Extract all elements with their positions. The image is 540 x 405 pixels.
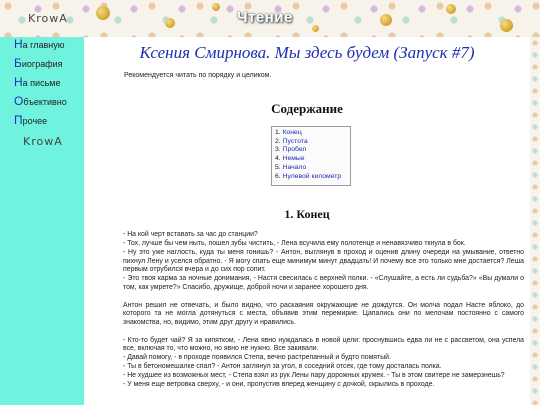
gold-dot-decoration — [380, 14, 392, 26]
toc-item-mute[interactable]: 4. Немые — [275, 155, 305, 163]
story-text — [123, 231, 524, 390]
main-content — [84, 37, 530, 405]
sidebar-item-other[interactable]: Прочее — [14, 113, 48, 127]
toc-heading: Содержание — [271, 101, 343, 116]
reading-recommendation: Рекомендуется читать по порядку и целиком. — [124, 72, 272, 79]
story-paragraph: - Кто-то будет чай? Я за кипятком, - Лена явно нуждалась в новой цели: проснувшись едва ли не с рассветом, она успела все, включая то, что можно, но явно не нужно. Все закивали. — [123, 336, 524, 353]
story-paragraph: - Давай помогу, - в проходе появился Степа, вечно растрепанный и будто помятый. — [123, 354, 391, 362]
sidebar-item-home[interactable]: На главную — [14, 37, 65, 51]
toc-item-emptiness[interactable]: 2. Пустота — [275, 137, 308, 145]
sidebar-nav — [0, 37, 84, 405]
table-of-contents — [271, 126, 351, 186]
right-decorative-strip — [530, 37, 540, 405]
story-paragraph: - У меня еще ветровка сверху, - и они, пропустив вперед женщину с дочкой, скрылись в проходе. — [123, 380, 435, 388]
story-paragraph: - Ты в бетономешалке спал? - Антон заглянул за угол, в соседний отсек, где тому досталась полка. — [123, 363, 442, 371]
gold-dot-decoration — [312, 25, 319, 32]
page-section-heading: Чтение — [237, 9, 293, 26]
gold-dot-decoration — [165, 18, 175, 28]
sidebar-logo-title: KrowA — [23, 135, 63, 148]
paragraph-gap — [123, 328, 524, 337]
sidebar-item-objectively[interactable]: Объективно — [14, 94, 67, 108]
gold-dot-decoration — [96, 6, 110, 20]
toc-item-zero-kilometer[interactable]: 6. Нулевой километр — [275, 172, 342, 180]
site-logo-title[interactable]: KrowA — [28, 12, 68, 25]
gold-dot-decoration — [500, 19, 513, 32]
toc-item-end[interactable]: 1. Конец — [275, 129, 302, 136]
story-paragraph: - Это твоя карма за ночные донимания, - Настя свесилась с верхней полки. - «Слушайте, а есть ли судьба?» «Вы думали о том, как умрете?» Спасибо, дружище, доброй ночи и заранее хорошего дня. — [123, 275, 524, 292]
section-heading: 1. Конец — [284, 207, 330, 221]
story-paragraph: - Тох, лучше бы чем ныть, пошел зубы чистить, - Лена всучила ему полотенце и ненавязчиво ткнула в бок. — [123, 239, 466, 247]
page-title: Ксения Смирнова. Мы здесь будем (Запуск #7) — [139, 43, 475, 62]
sidebar-item-biography[interactable]: Биография — [14, 56, 63, 70]
sidebar-item-writing[interactable]: На письме — [14, 75, 61, 89]
story-paragraph: - Не худшее из возможных мест, - Степа взял из рук Лены пару дорожных кружек. - Ты в этом свитере не замерзнешь? — [123, 372, 505, 379]
toc-item-beginning[interactable]: 5. Начало — [275, 163, 307, 171]
paragraph-gap — [123, 293, 524, 302]
story-paragraph: Антон решил не отвечать, и было видно, что раскаяния окружающие не дождутся. Он молча подал Насте яблоко, до которого та не могла дотянуться с места, объявив этим перемирие. Цапались они по мелочам постоянно с самого знакомства, но, видимо, этим друг другу и нравились. — [123, 301, 524, 327]
story-paragraph: - Ну это уже наглость, куда ты меня гонишь? - Антон, выглянув в проход и оценив длину очереди на умывание, ответно пихнул Лену и уселся обратно. - Я могу спать еще минимум минут двадцать! И почему все это только мне достается? Леша первым отрубился вчера и до сих пор сопит. — [123, 248, 524, 274]
toc-item-gap[interactable]: 3. Пробел — [275, 146, 307, 154]
gold-dot-decoration — [446, 4, 456, 14]
gold-dot-decoration — [212, 3, 220, 11]
top-decorative-strip — [0, 0, 540, 37]
story-paragraph: - На кой черт вставать за час до станции? — [123, 231, 258, 238]
